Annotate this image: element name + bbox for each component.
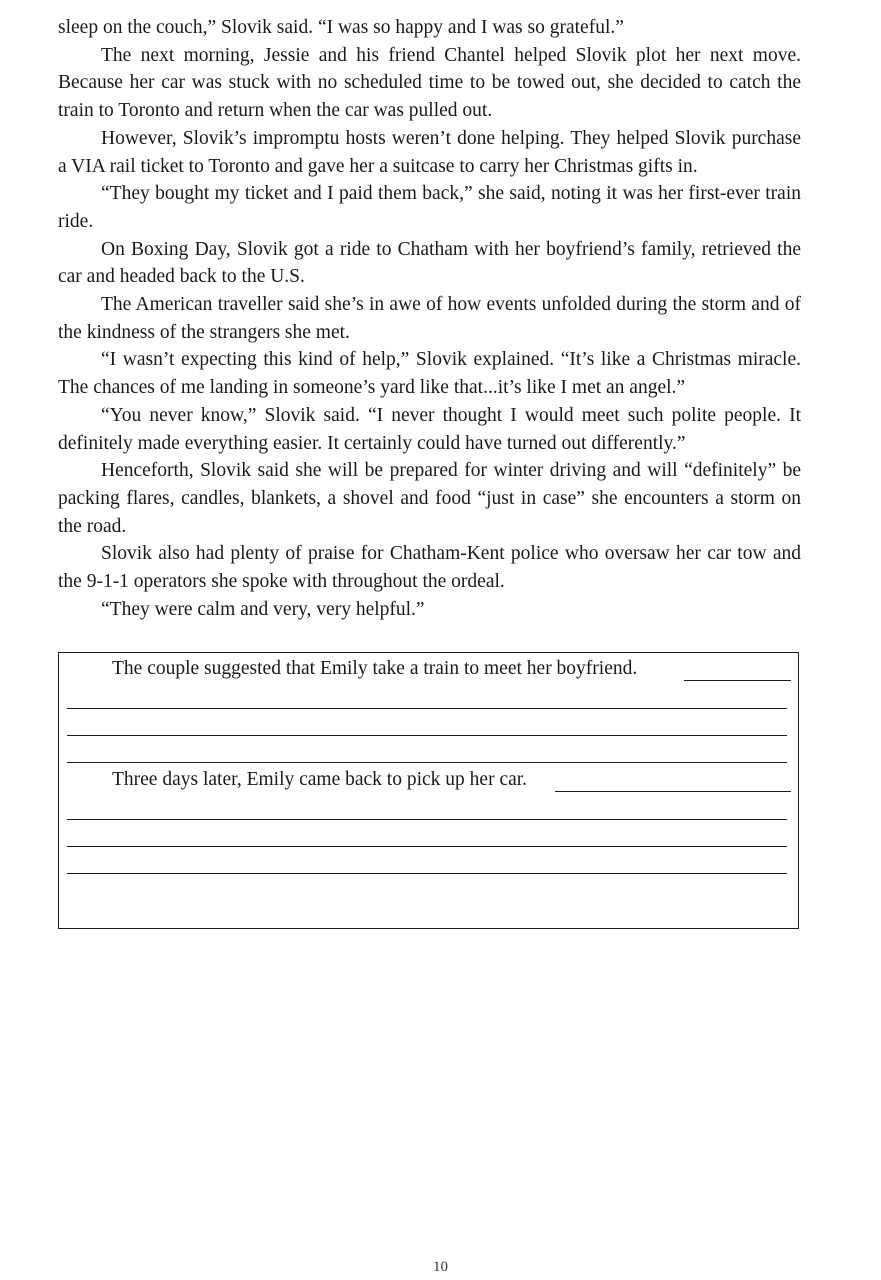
paragraph: “You never know,” Slovik said. “I never thought I would meet such polite people. It definitely made everything easier. It certainly could have turned out differently.” xyxy=(58,404,801,454)
writing-prompt-2: Three days later, Emily came back to pick up her car. xyxy=(112,769,528,790)
paragraph: “They were calm and very, very helpful.” xyxy=(101,598,425,620)
paragraph: sleep on the couch,” Slovik said. “I was so happy and I was so grateful.” xyxy=(58,17,624,38)
paragraph: “I wasn’t expecting this kind of help,” Slovik explained. “It’s like a Christmas miracle. The chances of me landing in someone’s yard like that...it’s like I met an angel.” xyxy=(58,349,801,399)
continuation-writing-box xyxy=(58,652,799,929)
writing-line[interactable] xyxy=(67,846,787,847)
writing-blank[interactable] xyxy=(684,680,791,681)
writing-blank[interactable] xyxy=(555,791,791,792)
paragraph: “They bought my ticket and I paid them back,” she said, noting it was her first-ever train ride. xyxy=(58,183,801,232)
paragraph: Slovik also had plenty of praise for Chatham-Kent police who oversaw her car tow and the 9-1-1 operators she spoke with throughout the ordeal. xyxy=(58,543,801,593)
paragraph: The next morning, Jessie and his friend Chantel helped Slovik plot her next move. Because her car was stuck with no scheduled time to be towed out, she decided to catch the train to Toronto and return when the car was pulled out. xyxy=(58,44,801,122)
page-number: 10 xyxy=(433,1259,448,1275)
writing-line[interactable] xyxy=(67,819,787,820)
writing-line[interactable] xyxy=(67,762,787,763)
writing-line[interactable] xyxy=(67,735,787,736)
paragraph: However, Slovik’s impromptu hosts weren’t done helping. They helped Slovik purchase a VIA rail ticket to Toronto and gave her a suitcase to carry her Christmas gifts in. xyxy=(58,127,801,177)
paragraph: The American traveller said she’s in awe of how events unfolded during the storm and of the kindness of the strangers she met. xyxy=(58,294,801,343)
writing-line[interactable] xyxy=(67,873,787,874)
article-passage xyxy=(58,14,801,623)
paragraph: On Boxing Day, Slovik got a ride to Chatham with her boyfriend’s family, retrieved the car and headed back to the U.S. xyxy=(58,238,801,288)
writing-line[interactable] xyxy=(67,708,787,709)
writing-prompt-1: The couple suggested that Emily take a train to meet her boyfriend. xyxy=(112,658,638,679)
paragraph: Henceforth, Slovik said she will be prepared for winter driving and will “definitely” be packing flares, candles, blankets, a shovel and food “just in case” she encounters a storm on the road. xyxy=(58,460,801,537)
